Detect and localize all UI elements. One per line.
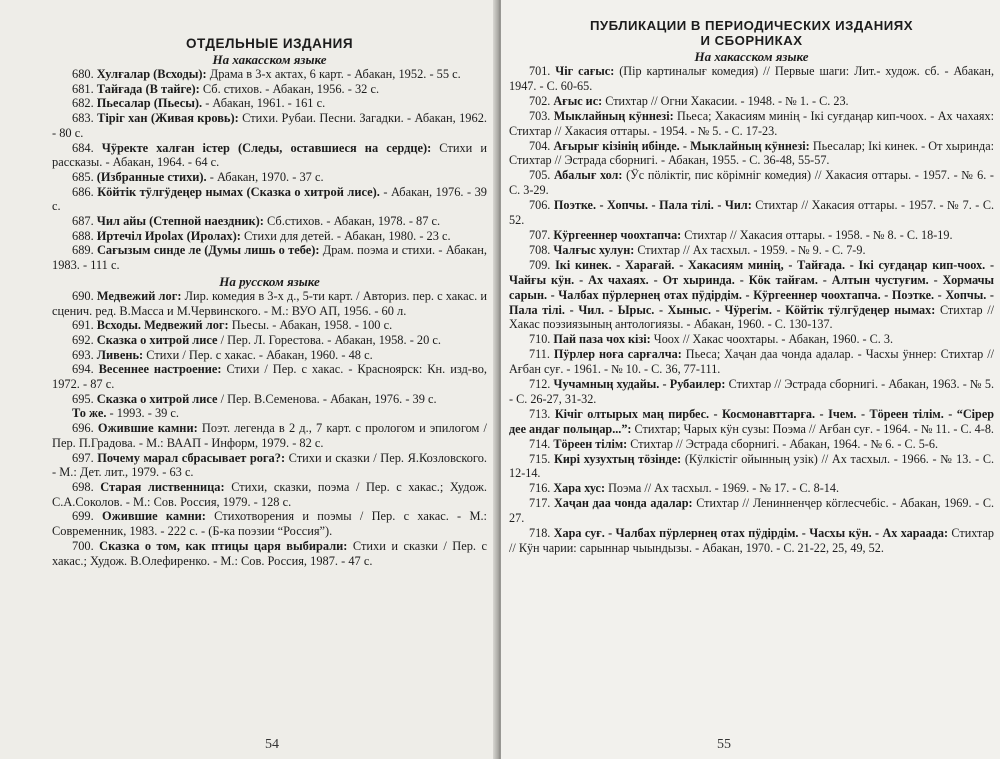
bibliography-entry [509,243,994,258]
bibliography-entry [52,539,487,568]
entry-details: Стихи, сказки, поэма / Пер. с хакас.; Худож. С.А.Соколов. - М.: Сов. Россия, 1979. - 128 с. [52,479,487,509]
entry-title: Всходы. Медвежий лог: [96,318,229,333]
entry-title: Пьесалар (Пьесы). [96,96,203,111]
bibliography-entry [52,185,487,214]
entry-details: Стихтар // Хакас поэзиязының антологиязы. - Абакан, 1960. - С. 130-137. [509,302,994,332]
entry-details: - 1993. - 39 с. [106,406,180,421]
subheading-russian: На русском языке [219,273,320,289]
russian-entry-list [52,289,487,568]
entry-details: Стихотворения и поэмы / Пер. с хакас. - М.: Современник, 1983. - 222 с. - (Б-ка поэзии “Россия”). [52,509,488,539]
bibliography-entry [509,94,994,109]
entry-number: 698. [72,479,94,494]
entry-details: Сб.стихов. - Абакан, 1978. - 87 с. [263,214,441,229]
bibliography-entry [52,421,487,450]
entry-number: 681. [72,81,94,96]
entry-title: Ожившие камни: [101,509,206,524]
entry-number: 713. [529,406,551,421]
entry-number: 683. [72,111,94,126]
entry-details: Стихи / Пер. с хакас. - Красноярск: Кн. изд-во, 1972. - 87 с. [52,362,487,392]
bibliography-entry [52,480,487,509]
entry-details: Стихи и сказки / Пер. Я.Козловского. - М.: Дет. лит., 1979. - 63 с. [52,450,487,480]
entry-details: Пьесалар; Ікі кинек. - От хыринда: Стихтар // Эстрада сборнигі. - Абакан, 1955. - С. 36-48, 55-57. [509,138,994,168]
entry-number: 716. [529,481,551,496]
entry-details: Стихтар // Огни Хакасии. - 1948. - № 1. - С. 23. [602,93,849,108]
entry-title: Тіріг хан (Живая кровь): [97,111,239,126]
bibliography-entry [52,214,487,229]
entry-number: 700. [72,538,94,553]
bibliography-entry [52,451,487,480]
bibliography-entry [52,96,487,111]
entry-title: Тайғада (В тайге): [96,81,200,96]
entry-number: 686. [72,184,94,199]
bibliography-entry [52,509,487,538]
entry-details: (Пір картиналығ комедия) // Первые шаги: Лит.- худож. сб. - Абакан, 1947. - С. 60-65. [509,64,994,93]
entry-details: Стихи. Рубаи. Песни. Загадки. - Абакан, 1962. - 80 с. [52,111,487,140]
entry-number: 704. [529,138,551,153]
entry-title: Иртечіл Ироlax (Иролах): [96,228,241,243]
bibliography-entry [509,407,994,437]
entry-title: Чіг сағыс: [555,64,615,78]
bibliography-entry [509,109,994,139]
entry-title: Пӱрлер ноға сарғалча: [553,347,682,362]
entry-details: Стихтар // Эстрада сборнигі. - Абакан, 1964. - № 6. - С. 5-6. [627,436,939,451]
entry-title: Поэтке. - Хопчы. - Пала тілі. - Чил: [553,198,752,213]
entry-details: Стихтар // Ах тасхыл. - 1959. - № 9. - С. 7-9. [634,242,866,257]
entry-title: Сказка о том, как птицы царя выбирали: [99,538,348,553]
bibliography-entry [509,139,994,169]
entry-title: Чӱректе халған істер (Следы, оставшиеся на сердце): [101,140,432,155]
section-heading-line1: ПУБЛИКАЦИИ В ПЕРИОДИЧЕСКИХ ИЗДАНИЯХ [589,18,914,33]
entry-title: Тӧреен тілім: [553,436,628,451]
entry-number: 693. [72,347,94,362]
entry-title: Хулғалар (Всходы): [96,67,207,81]
entry-number: 707. [529,227,551,242]
bibliography-entry [52,333,487,348]
entry-details: Стихи и рассказы. - Абакан, 1964. - 64 с. [52,140,487,170]
bibliography-entry [52,318,487,333]
bibliography-entry [509,481,994,496]
entry-title: Кічіг олтырых маң пирбес. - Космонавттарға. - Ічем. - Тӧреен тілім. - “Сірер дее андағ полыңар...”: [509,406,995,436]
entry-title: Ағыс ис: [553,93,603,108]
entry-details: Стихтар // Хакасия оттары. - 1957. - № 7. - С. 52. [509,198,995,228]
entry-title: Хаҷан даа чонда адалар: [553,496,693,511]
entry-title: Чалғыс хулун: [553,242,635,257]
entry-title: Кӱргееннер чоохтапча: [553,227,682,242]
bibliography-entry [52,229,487,244]
bibliography-entry [509,347,994,377]
entry-number: 708. [529,242,551,257]
entry-details: Стихтар // Кӱн чарии: сарыннар чыындызы. - Абакан, 1970. - С. 21-22, 25, 49, 52. [509,526,994,555]
entry-details: Пьеса; Хакасиям минің - Ікі суғдаңар кип-чоох. - Ах чахаях: Стихтар // Хакасия оттары. - 1954. - № 5. - С. 17-23. [509,108,995,138]
entry-number: 691. [72,318,94,333]
entry-title: Абалығ хол: [553,168,623,183]
page-number: 55 [717,737,731,752]
entry-title: Ливень: [96,347,144,362]
entry-number: 687. [72,214,94,229]
entry-number: 715. [529,451,551,466]
entry-number: 680. [72,67,94,81]
entry-details: Пьеса; Хаҷан даа чонда адалар. - Часхы ӱннер: Стихтар // Ағбан суғ. - 1961. - № 10. - С. 36, 77-111. [509,347,995,377]
entry-number: 699. [72,509,94,524]
khakas-entry-list [52,67,487,273]
entry-details: Поэма // Ах тасхыл. - 1969. - № 17. - С. 8-14. [605,481,840,496]
bibliography-entry [509,452,994,482]
entry-title: Пай паза чох кізі: [553,332,651,347]
entry-number: 697. [72,450,94,465]
entry-number: 717. [529,496,551,511]
entry-title: Чучамның худайы. - Рубаилер: [553,377,726,392]
bibliography-entry [509,258,994,333]
entry-title: Хара хус: [553,481,606,496]
entry-title: Кӧйтік тӱлгӱдеңер нымах (Сказка о хитрой лисе). [97,184,380,199]
entry-title: Сказка о хитрой лисе [96,332,218,347]
periodical-entry-list [509,64,994,556]
entry-details: Пьесы. - Абакан, 1958. - 100 с. [228,318,393,333]
bibliography-entry [509,377,994,407]
entry-details: - Абакан, 1961. - 161 с. [202,96,326,111]
entry-number: 692. [72,332,94,347]
bibliography-entry [52,82,487,97]
bibliography-entry [52,170,487,185]
entry-number: 696. [72,421,94,436]
entry-number: 712. [529,377,551,392]
entry-title: Старая лиственница: [100,479,225,494]
bibliography-entry [52,362,487,391]
entry-details: Стихтар; Чарых кӱн сузы: Поэма // Ағбан суғ. - 1964. - № 11. - С. 4-8. [631,421,994,436]
entry-number: 689. [72,243,94,258]
right-page [501,0,1000,759]
entry-details: Сб. стихов. - Абакан, 1956. - 32 с. [199,81,380,96]
entry-number: 705. [529,168,551,183]
entry-details: Стихтар // Эстрада сборнигі. - Абакан, 1963. - № 5. - С. 26-27, 31-32. [509,377,995,406]
entry-title: Мыклайның кӱннезі: [553,108,674,123]
entry-number: 690. [72,288,94,303]
entry-title: Сағызым синде ле (Думы лишь о тебе): [96,243,320,258]
entry-number: 682. [72,96,94,111]
entry-number: 701. [529,64,551,78]
bibliography-entry [509,496,994,526]
entry-details: Драма в 3-х актах, 6 карт. - Абакан, 1952. - 55 с. [206,67,461,81]
entry-details: / Пер. Л. Горестова. - Абакан, 1958. - 20 с. [217,332,442,347]
section-heading: ОТДЕЛЬНЫЕ ИЗДАНИЯ [185,36,354,51]
entry-details: Стихтар // Хакасия оттары. - 1958. - № 8. - С. 18-19. [681,227,953,242]
entry-number: 718. [529,526,551,541]
entry-details: - Абакан, 1976. - 39 с. [52,184,487,214]
entry-number: 706. [529,198,551,213]
entry-number: 702. [529,93,551,108]
bibliography-entry [52,392,487,407]
entry-details: (Ӱс пӧліктіг, пис кӧрімніг комедия) // Хакасия оттары. - 1957. - № 6. - С. 3-29. [509,168,994,198]
entry-details: Стихи / Пер. с хакас. - Абакан, 1960. - 48 с. [143,347,373,362]
subheading-khakas: На хакасском языке [212,52,327,67]
entry-number: 688. [72,228,94,243]
bibliography-entry [52,141,487,170]
page-number: 54 [265,737,279,752]
entry-number: 694. [72,362,94,377]
entry-title: Ікі кинек. - Харағай. - Хакасиям минің, - Тайғада. - Ікі суғдаңар кип-чоох. - Чайғы кӱн. - Ах чахаях. - От хыринда. - Кӧк тайғам. - Алтын чустуғим. - Хормачы сарын. - Чалбах пӱрлернең отах пӱдірдім. - Кӱргееннер чоохтапча. - Поэтке. - Хопчы. - Пала тілі. - Чил. - Ырыс. - Хыныс. - Чӱрегім. - Кӧйтік тӱлгӱдеңер нымах: [509,257,995,317]
entry-number: 685. [72,169,94,184]
entry-title: Весеннее настроение: [98,362,222,377]
subheading-khakas: На хакасском языке [694,49,809,64]
entry-title: Медвежий лог: [96,288,182,303]
entry-title: Чил айы (Степной наездник): [96,214,264,229]
entry-number: 714. [529,436,551,451]
bibliography-entry [52,67,487,82]
entry-title: То же. [72,406,107,421]
entry-details: Драм. поэма и стихи. - Абакан, 1983. - 111 с. [52,243,487,273]
bibliography-entry [509,332,994,347]
bibliography-entry [509,168,994,198]
bibliography-entry [509,437,994,452]
entry-details: Стихи и сказки / Пер. с хакас.; Худож. В.Олефиренко. - М.: Сов. Россия, 1987. - 47 с. [52,538,487,568]
entry-details: / Пер. В.Семенова. - Абакан, 1976. - 39 с. [217,391,437,406]
entry-title: Сказка о хитрой лисе [96,391,218,406]
entry-number: 695. [72,391,94,406]
bibliography-entry [509,228,994,243]
entry-number: 709. [529,257,551,272]
entry-number: 710. [529,332,551,347]
entry-details: - Абакан, 1970. - 37 с. [206,169,324,184]
bibliography-entry [52,289,487,318]
entry-details: Лир. комедия в 3-х д., 5-ти карт. / Авториз. пер. с хакас. и сценич. ред. В.Масса и М.Червинского. - М.: ВУО АП, 1956. - 60 л. [52,288,487,318]
entry-title: Хара суғ. - Чалбах пӱрлернең отах пӱдірдім. - Часхы кӱн. - Ах хараада: [553,526,949,541]
section-heading-line2: И СБОРНИКАХ [700,33,803,48]
entry-number: 703. [529,108,551,123]
entry-details: Чоох // Хакас чоохтары. - Абакан, 1960. - С. 3. [650,332,894,347]
entry-number: 684. [72,140,94,155]
entry-details: Стихи для детей. - Абакан, 1980. - 23 с. [240,228,451,243]
entry-title: Ағырығ кізінің ибінде. - Мыклайның кӱннезі: [553,138,810,153]
bibliography-entry [52,406,487,421]
entry-title: Почему марал сбрасывает рога?: [97,450,286,465]
entry-title: (Избранные стихи). [96,169,207,184]
entry-number: 711. [529,347,550,362]
bibliography-entry [509,526,994,556]
bibliography-entry [509,64,994,94]
bibliography-entry [509,198,994,228]
entry-title: Ожившие камни: [97,421,198,436]
entry-details: Поэт. легенда в 2 д., 7 карт. с прологом и эпилогом / Пер. П.Градова. - М.: ВААП - Информ, 1979. - 82 с. [52,421,487,450]
entry-title: Кирі хузухтың тӧзінде: [554,451,682,466]
entry-details: (Кӱлкістіг ойынның узік) // Ах тасхыл. - 1966. - № 13. - С. 12-14. [509,451,994,481]
entry-details: Стихтар // Ленинненҷер кӧглесчебіс. - Абакан, 1969. - С. 27. [509,496,995,526]
bibliography-entry [52,111,487,140]
left-page [0,0,497,759]
bibliography-entry [52,348,487,363]
bibliography-entry [52,243,487,272]
